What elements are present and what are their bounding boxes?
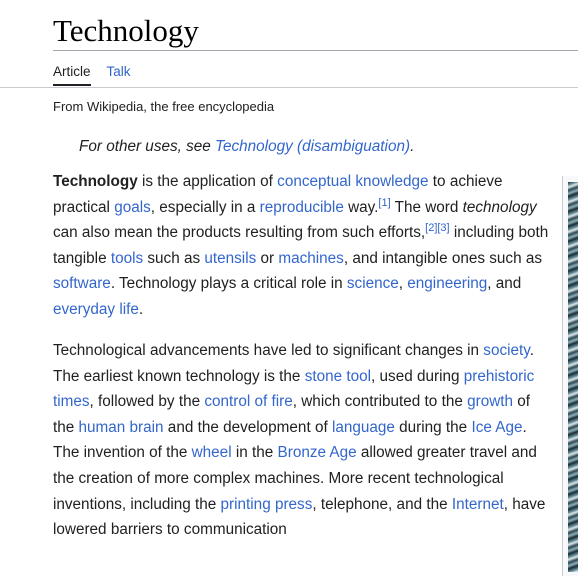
text: in the (231, 444, 278, 462)
tab-article[interactable]: Article (53, 64, 91, 88)
text: , especially in a (150, 198, 260, 216)
link-science[interactable]: science (346, 275, 399, 293)
text: , and (487, 275, 522, 293)
text: , (398, 275, 408, 293)
link-wheel[interactable]: wheel (191, 444, 232, 462)
link-tools[interactable]: tools (110, 249, 144, 267)
bold-term: Technology (53, 173, 138, 190)
text: . Technology plays a critical role in (110, 275, 347, 293)
text: is the application of (137, 173, 278, 190)
text: . (138, 300, 144, 318)
text: , followed by the (89, 393, 205, 411)
link-reproducible[interactable]: reproducible (259, 198, 344, 216)
page-tabs (53, 64, 147, 88)
link-human-brain[interactable]: human brain (78, 418, 164, 436)
text: including both tangible (53, 224, 549, 267)
text: such as (143, 249, 205, 267)
link-growth[interactable]: growth (467, 393, 514, 411)
text: , which contributed to the (292, 393, 468, 411)
lead-paragraph (53, 169, 553, 323)
text: Technological advancements have led to significant changes in (53, 342, 484, 359)
text: The word (390, 198, 463, 216)
link-control-of-fire[interactable]: control of fire (204, 393, 293, 411)
text: of the (53, 393, 531, 436)
site-tagline: From Wikipedia, the free encyclopedia (53, 99, 275, 114)
page-title: Technology (53, 13, 199, 48)
citation-3[interactable]: [3] (437, 222, 450, 235)
disambiguation-link[interactable]: Technology (disambiguation) (215, 138, 411, 155)
link-prehistoric-times[interactable]: prehistoric times (53, 367, 535, 411)
link-software[interactable]: software (53, 275, 111, 293)
citation-2[interactable]: [2] (425, 222, 438, 235)
text: , and intangible ones such as (343, 249, 542, 267)
text: allowed greater travel and the creation of more complex machines. More recent technological inventions, including the (53, 444, 537, 513)
text: . The earliest known technology is the (53, 342, 535, 385)
tabs-divider (0, 87, 578, 88)
text: , have lowered barriers to communication (53, 495, 546, 539)
link-everyday-life[interactable]: everyday life (53, 300, 139, 318)
link-goals[interactable]: goals (114, 198, 151, 216)
text: . The invention of the (53, 418, 527, 462)
link-machines[interactable]: machines (278, 249, 344, 267)
text: during the (394, 418, 472, 436)
text: to achieve practical (53, 173, 503, 216)
link-utensils[interactable]: utensils (204, 249, 257, 267)
text: and the development of (163, 418, 332, 436)
infobox-image[interactable] (568, 182, 578, 572)
link-bronze-age[interactable]: Bronze Age (277, 444, 357, 462)
infobox (562, 176, 578, 576)
text: can also mean the products resulting from such efforts, (53, 224, 426, 242)
link-language[interactable]: language (331, 418, 395, 436)
link-society[interactable]: society (483, 342, 530, 359)
tab-talk[interactable]: Talk (106, 64, 131, 79)
history-paragraph (53, 338, 553, 543)
hatnote-prefix: For other uses, see (79, 138, 216, 155)
link-internet[interactable]: Internet (451, 495, 504, 513)
italic-term: technology (462, 198, 537, 216)
link-ice-age[interactable]: Ice Age (471, 418, 523, 436)
text: , telephone, and the (312, 495, 452, 513)
link-printing-press[interactable]: printing press (220, 495, 313, 513)
hatnote-suffix: . (410, 138, 415, 155)
link-stone-tool[interactable]: stone tool (304, 367, 372, 385)
link-conceptual-knowledge[interactable]: conceptual knowledge (277, 173, 429, 190)
text: , used during (371, 367, 464, 385)
title-divider (53, 50, 578, 51)
text: or (256, 249, 279, 267)
hatnote (79, 137, 414, 157)
link-engineering[interactable]: engineering (407, 275, 488, 293)
citation-1[interactable]: [1] (378, 196, 391, 209)
text: way. (343, 198, 379, 216)
